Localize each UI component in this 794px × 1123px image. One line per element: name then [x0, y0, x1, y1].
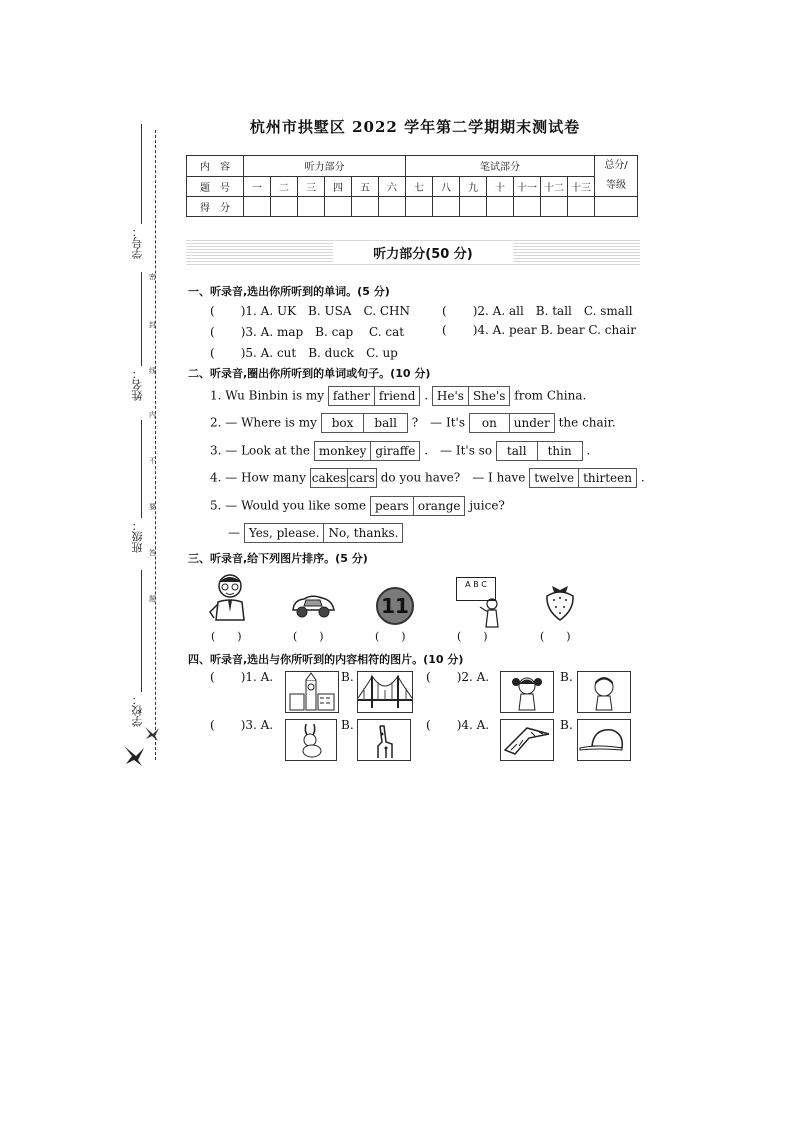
- question-number: 十三: [568, 176, 595, 197]
- swallow-small-icon: [144, 724, 160, 742]
- choice-box[interactable]: monkey giraffe: [314, 441, 421, 461]
- score-cell[interactable]: [595, 197, 638, 217]
- scarf-icon: [501, 720, 553, 760]
- option-b-label: B.: [341, 670, 354, 684]
- choice-box[interactable]: cakes cars: [310, 468, 377, 488]
- s2-line-1: 1. Wu Binbin is my father friend . He's She's from China.: [210, 386, 586, 406]
- rabbit-icon: [286, 720, 336, 760]
- boy-icon: [578, 672, 630, 712]
- option-bridge[interactable]: [357, 671, 413, 713]
- s2-line-3: 3. — Look at the monkey giraffe . — It's so tall thin .: [210, 441, 590, 461]
- choice-box[interactable]: pears orange: [370, 496, 465, 516]
- score-cell[interactable]: [460, 197, 487, 217]
- seal-char: 封: [149, 321, 156, 329]
- option-giraffe[interactable]: [357, 719, 411, 761]
- s4-q2: ( )2. A.: [426, 670, 490, 684]
- seal-char: 要: [149, 503, 156, 511]
- option-girl[interactable]: [500, 671, 554, 713]
- score-cell[interactable]: [514, 197, 541, 217]
- choice-box[interactable]: twelve thirteen: [529, 468, 637, 488]
- question-number: 十一: [514, 176, 541, 197]
- score-cell[interactable]: [379, 197, 406, 217]
- teacher-at-board-icon: [456, 577, 506, 629]
- s4-q1: ( )1. A.: [210, 670, 274, 684]
- row-label: 得 分: [187, 197, 244, 217]
- question-number: 十: [487, 176, 514, 197]
- s1-item-2: ( )2. A. all B. tall C. small: [442, 304, 633, 318]
- writing-header: 笔试部分: [406, 156, 595, 177]
- s1-item-5: ( )5. A. cut B. duck C. up: [210, 346, 398, 360]
- s4-q3: ( )3. A.: [210, 718, 274, 732]
- student-no-label: 学号：: [131, 226, 144, 259]
- order-blank[interactable]: ( ): [540, 630, 571, 643]
- girl-icon: [501, 672, 553, 712]
- order-blank[interactable]: ( ): [293, 630, 324, 643]
- big-ben-icon: [286, 672, 338, 712]
- score-cell[interactable]: [433, 197, 460, 217]
- question-number: 六: [379, 176, 406, 197]
- banner-title: 听力部分(50 分): [333, 243, 513, 262]
- choice-box[interactable]: tall thin: [496, 441, 583, 461]
- question-number: 五: [352, 176, 379, 197]
- section-1-title: 一、听录音,选出你所听到的单词。(5 分): [188, 285, 390, 298]
- car-icon: [290, 592, 336, 620]
- s1-item-3: ( )3. A. map B. cap C. cat: [210, 325, 405, 339]
- number-eleven-picture: 11: [376, 587, 414, 625]
- class-line[interactable]: [141, 420, 142, 518]
- s1-item-1: ( )1. A. UK B. USA C. CHN: [210, 304, 411, 318]
- strawberry-icon: [542, 580, 578, 622]
- score-cell[interactable]: [487, 197, 514, 217]
- name-label: 姓名：: [131, 368, 144, 401]
- name-line[interactable]: [141, 272, 142, 366]
- order-blank[interactable]: ( ): [211, 630, 242, 643]
- listening-header: 听力部分: [244, 156, 406, 177]
- bridge-icon: [358, 672, 412, 712]
- seal-char: 答: [149, 549, 156, 557]
- school-label: 学校：: [131, 694, 144, 727]
- option-scarf[interactable]: [500, 719, 554, 761]
- section-4-title: 四、听录音,选出与你所听到的内容相符的图片。(10 分): [188, 653, 464, 666]
- score-cell[interactable]: [244, 197, 271, 217]
- question-number: 八: [433, 176, 460, 197]
- choice-box[interactable]: Yes, please. No, thanks.: [244, 523, 404, 543]
- total-header: 总分/ 等级: [595, 156, 638, 197]
- question-number: 二: [271, 176, 298, 197]
- option-big-ben[interactable]: [285, 671, 339, 713]
- score-cell[interactable]: [271, 197, 298, 217]
- seal-char: 内: [149, 411, 156, 419]
- question-number: 三: [298, 176, 325, 197]
- choice-box[interactable]: father friend: [328, 386, 421, 406]
- score-cell[interactable]: [352, 197, 379, 217]
- page-title: 杭州市拱墅区 2022 学年第二学期期末测试卷: [249, 118, 581, 136]
- blackboard: A B C: [456, 577, 496, 601]
- order-blank[interactable]: ( ): [457, 630, 488, 643]
- row-label: 内 容: [187, 156, 244, 177]
- question-number: 一: [244, 176, 271, 197]
- order-blank[interactable]: ( ): [375, 630, 406, 643]
- question-number: 四: [325, 176, 352, 197]
- score-cell[interactable]: [541, 197, 568, 217]
- score-cell[interactable]: [406, 197, 433, 217]
- section-2-title: 二、听录音,圈出你所听到的单词或句子。(10 分): [188, 367, 431, 380]
- s2-line-5: 5. — Would you like some pears orange juice?: [210, 496, 505, 516]
- s2-line-4: 4. — How many cakes cars do you have? — I have twelve thirteen .: [210, 468, 645, 488]
- choice-box[interactable]: He's She's: [432, 386, 511, 406]
- option-boy[interactable]: [577, 671, 631, 713]
- class-label: 班级：: [131, 520, 144, 553]
- option-rabbit[interactable]: [285, 719, 337, 761]
- option-b-label: B.: [341, 718, 354, 732]
- s1-item-4: ( )4. A. pear B. bear C. chair: [442, 323, 636, 337]
- s4-q4: ( )4. A.: [426, 718, 490, 732]
- seal-char: 密: [149, 273, 156, 281]
- choice-box[interactable]: box ball: [321, 413, 408, 433]
- seal-char: 不: [149, 457, 156, 465]
- giraffe-icon: [358, 720, 410, 760]
- question-number: 九: [460, 176, 487, 197]
- section-3-title: 三、听录音,给下列图片排序。(5 分): [188, 552, 368, 565]
- row-label: 题 号: [187, 176, 244, 197]
- score-cell[interactable]: [568, 197, 595, 217]
- school-line[interactable]: [141, 570, 142, 692]
- score-table: [186, 155, 638, 217]
- cut-line: [155, 130, 156, 760]
- question-number: 十二: [541, 176, 568, 197]
- score-cell[interactable]: [325, 197, 352, 217]
- seal-char: 题: [149, 595, 156, 603]
- man-glasses-icon: [208, 572, 252, 622]
- score-cell[interactable]: [298, 197, 325, 217]
- cap-icon: [578, 720, 630, 760]
- s2-line-2: 2. — Where is my box ball ? — It's on under the chair.: [210, 413, 616, 433]
- option-cap[interactable]: [577, 719, 631, 761]
- s2-line-6: — Yes, please. No, thanks.: [228, 523, 403, 543]
- seal-char: 线: [149, 367, 156, 375]
- student-no-line[interactable]: [141, 124, 142, 224]
- choice-box[interactable]: on under: [469, 413, 555, 433]
- swallow-logo-icon: [122, 742, 146, 768]
- option-b-label: B.: [560, 670, 573, 684]
- option-b-label: B.: [560, 718, 573, 732]
- question-number: 七: [406, 176, 433, 197]
